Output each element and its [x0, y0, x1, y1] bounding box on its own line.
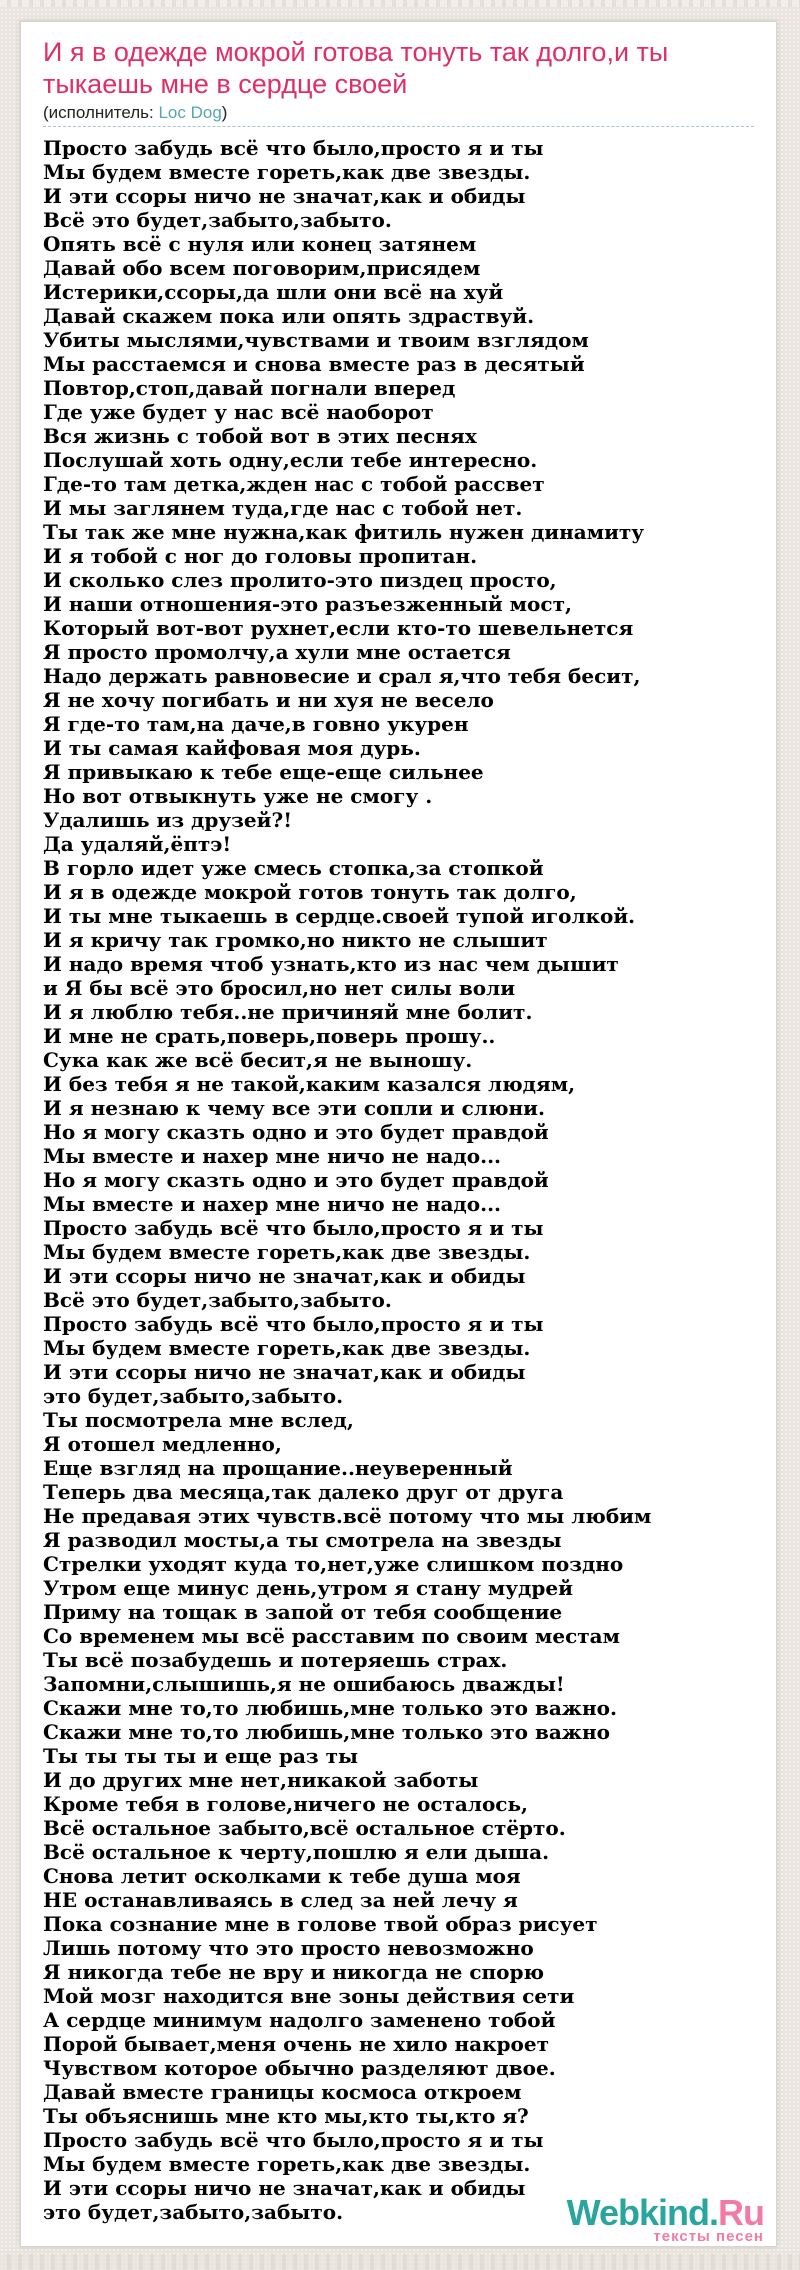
lyric-line: Вся жизнь с тобой вот в этих песнях — [43, 424, 477, 448]
lyric-line: Но я могу сказть одно и это будет правдой — [43, 1168, 549, 1192]
lyric-line: Повтор,стоп,давай погнали вперед — [43, 376, 456, 400]
content-card — [20, 21, 777, 2247]
content-card-inner — [21, 22, 776, 2246]
lyric-line: Теперь два месяца,так далеко друг от друга — [43, 1480, 564, 1504]
lyric-line: И я люблю тебя..не причиняй мне болит. — [43, 1000, 533, 1024]
lyric-line: И эти ссоры ничо не значат,как и обиды — [43, 2176, 526, 2200]
lyrics-block — [43, 136, 754, 2224]
lyric-line: И я тобой с ног до головы пропитан. — [43, 544, 478, 568]
lyric-line: Всё остальное к черту,пошлю я ели дыша. — [43, 1840, 550, 1864]
lyric-line: И эти ссоры ничо не значат,как и обиды — [43, 184, 526, 208]
lyric-line: Просто забудь всё что было,просто я и ты — [43, 1312, 544, 1336]
lyric-line: Давай вместе границы космоса откроем — [43, 2080, 522, 2104]
lyric-line: Мы вместе и нахер мне ничо не надо... — [43, 1192, 501, 1216]
lyric-line: Стрелки уходят куда то,нет,уже слишком поздно — [43, 1552, 624, 1576]
webkind-logo-link[interactable] — [566, 2192, 764, 2245]
lyric-line: Мы расстаемся и снова вместе раз в десятый — [43, 352, 585, 376]
lyric-line: и Я бы всё это бросил,но нет силы воли — [43, 976, 516, 1000]
lyric-line: Истерики,ссоры,да шли они всё на хуй — [43, 280, 504, 304]
lyric-line: Порой бывает,меня очень не хило накроет — [43, 2032, 549, 2056]
lyric-line: Давай скажем пока или опять здраствуй. — [43, 304, 535, 328]
artist-label: (исполнитель: — [43, 103, 159, 122]
lyric-line: Просто забудь всё что было,просто я и ты — [43, 136, 544, 160]
lyric-line: Со временем мы всё расставим по своим местам — [43, 1624, 621, 1648]
lyric-line: Да удаляй,ёптэ! — [43, 832, 232, 856]
artist-link[interactable]: Loc Dog — [158, 103, 222, 122]
lyric-line: Ты посмотрела мне вслед, — [43, 1408, 354, 1432]
bottom-texture-strip — [0, 2254, 800, 2270]
logo-tagline: тексты песен — [653, 2228, 764, 2245]
lyric-line: И я незнаю к чему все эти сопли и слюни. — [43, 1096, 545, 1120]
lyric-line: Просто забудь всё что было,просто я и ты — [43, 1216, 544, 1240]
lyric-line: И эти ссоры ничо не значат,как и обиды — [43, 1360, 526, 1384]
lyric-line: Еще взгляд на прощание..неуверенный — [43, 1456, 513, 1480]
lyric-line: Но вот отвыкнуть уже не смогу . — [43, 784, 433, 808]
lyric-line: Просто забудь всё что было,просто я и ты — [43, 2128, 544, 2152]
lyric-line: И сколько слез пролито-это пиздец просто, — [43, 568, 557, 592]
lyric-line: Надо держать равновесие и срал я,что тебя бесит, — [43, 664, 641, 688]
lyric-line: И мы заглянем туда,где нас с тобой нет. — [43, 496, 523, 520]
lyric-line: Удалишь из друзей?! — [43, 808, 292, 832]
lyric-line: Послушай хоть одну,если тебе интересно. — [43, 448, 538, 472]
lyric-line: Чувством которое обычно разделяют двое. — [43, 2056, 556, 2080]
lyric-line: Ты объяснишь мне кто мы,кто ты,кто я? — [43, 2104, 529, 2128]
lyric-line: НЕ останавливаясь в след за ней лечу я — [43, 1888, 518, 1912]
lyric-line: А сердце минимум надолго заменено тобой — [43, 2008, 556, 2032]
lyric-line: Убиты мыслями,чувствами и твоим взглядом — [43, 328, 589, 352]
lyric-line: Всё это будет,забыто,забыто. — [43, 208, 392, 232]
artist-line — [43, 103, 754, 123]
page-title: И я в одежде мокрой готова тонуть так долго,и ты тыкаешь мне в сердце своей — [43, 37, 669, 99]
lyric-line: Я разводил мосты,а ты смотрела на звезды — [43, 1528, 562, 1552]
lyric-line: Мы вместе и нахер мне ничо не надо... — [43, 1144, 501, 1168]
lyric-line: Не предавая этих чувств.всё потому что мы любим — [43, 1504, 652, 1528]
lyric-line: Ты ты ты ты и еще раз ты — [43, 1744, 359, 1768]
lyric-line: Ты так же мне нужна,как фитиль нужен динамиту — [43, 520, 645, 544]
lyric-line: Я привыкаю к тебе еще-еще сильнее — [43, 760, 484, 784]
lyric-line: И ты мне тыкаешь в сердце.своей тупой иголкой. — [43, 904, 636, 928]
lyric-line: И до других мне нет,никакой заботы — [43, 1768, 479, 1792]
lyric-line: Давай обо всем поговорим,присядем — [43, 256, 481, 280]
artist-label-suffix: ) — [221, 103, 228, 122]
lyric-line: В горло идет уже смесь стопка,за стопкой — [43, 856, 544, 880]
lyric-line: Мы будем вместе гореть,как две звезды. — [43, 2152, 531, 2176]
lyric-line: И ты самая кайфовая моя дурь. — [43, 736, 421, 760]
lyric-line: И мне не срать,поверь,поверь прошу.. — [43, 1024, 496, 1048]
lyric-line: Мы будем вместе гореть,как две звезды. — [43, 160, 531, 184]
lyric-line: Но я могу сказть одно и это будет правдой — [43, 1120, 549, 1144]
webkind-logo-text — [566, 2192, 764, 2233]
lyric-line: Мы будем вместе гореть,как две звезды. — [43, 1336, 531, 1360]
lyric-line: Скажи мне то,то любишь,мне только это важно — [43, 1720, 610, 1744]
lyric-line: Скажи мне то,то любишь,мне только это важно. — [43, 1696, 617, 1720]
lyric-line: Я никогда тебе не вру и никогда не спорю — [43, 1960, 545, 1984]
lyric-line: И надо время чтоб узнать,кто из нас чем дышит — [43, 952, 619, 976]
lyric-line: Мы будем вместе гореть,как две звезды. — [43, 1240, 531, 1264]
lyric-line: Всё остальное забыто,всё остальное стёрто. — [43, 1816, 566, 1840]
lyric-line: И я кричу так громко,но никто не слышит — [43, 928, 548, 952]
lyric-line: Кроме тебя в голове,ничего не осталось, — [43, 1792, 528, 1816]
lyric-line: Я отошел медленно, — [43, 1432, 282, 1456]
lyric-line: И без тебя я не такой,каким казался людям, — [43, 1072, 576, 1096]
lyric-line: Я не хочу погибать и ни хуя не весело — [43, 688, 494, 712]
top-texture-strip — [0, 0, 800, 7]
lyric-line: Всё это будет,забыто,забыто. — [43, 1288, 392, 1312]
logo-webkind-part: Webkind. — [566, 2192, 718, 2233]
lyric-line: И эти ссоры ничо не значат,как и обиды — [43, 1264, 526, 1288]
lyric-line: это будет,забыто,забыто. — [43, 2200, 344, 2224]
lyric-line: Ты всё позабудешь и потеряешь страх. — [43, 1648, 508, 1672]
lyric-line: Где-то там детка,жден нас с тобой рассвет — [43, 472, 545, 496]
lyric-line: Сука как же всё бесит,я не выношу. — [43, 1048, 473, 1072]
lyric-line: Пока сознание мне в голове твой образ рисует — [43, 1912, 598, 1936]
lyric-line: это будет,забыто,забыто. — [43, 1384, 344, 1408]
logo-ru-part: Ru — [718, 2192, 764, 2233]
lyric-line: Утром еще минус день,утром я стану мудрей — [43, 1576, 573, 1600]
lyric-line: Запомни,слышишь,я не ошибаюсь дважды! — [43, 1672, 565, 1696]
lyric-line: Где уже будет у нас всё наоборот — [43, 400, 434, 424]
lyric-line: И я в одежде мокрой готов тонуть так долго, — [43, 880, 577, 904]
lyric-line: Лишь потому что это просто невозможно — [43, 1936, 534, 1960]
lyric-line: Опять всё с нуля или конец затянем — [43, 232, 477, 256]
lyric-line: Который вот-вот рухнет,если кто-то шевельнется — [43, 616, 634, 640]
dashed-separator — [43, 126, 754, 127]
lyric-line: И наши отношения-это разъезженный мост, — [43, 592, 572, 616]
lyric-line: Приму на тощак в запой от тебя сообщение — [43, 1600, 563, 1624]
lyric-line: Мой мозг находится вне зоны действия сети — [43, 1984, 575, 2008]
lyric-line: Я просто промолчу,а хули мне остается — [43, 640, 511, 664]
lyric-line: Снова летит осколками к тебе душа моя — [43, 1864, 521, 1888]
lyric-line: Я где-то там,на даче,в говно укурен — [43, 712, 469, 736]
